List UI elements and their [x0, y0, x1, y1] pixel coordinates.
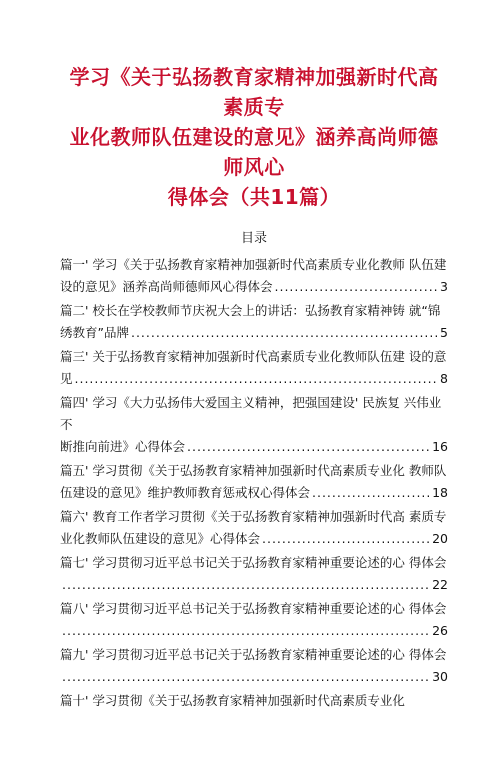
toc-leader-row: [60, 322, 448, 344]
toc-leader-row: [60, 368, 448, 390]
toc-item-text: 篇六' 教育工作者学习贯彻《关于弘扬教育家精神加强新时代高 素质专: [60, 509, 447, 524]
toc-item-8[interactable]: [60, 598, 448, 642]
toc-item-2[interactable]: [60, 300, 448, 344]
toc-page-number: 18: [432, 485, 448, 500]
dot-leader: [262, 528, 430, 550]
dot-leader: [312, 482, 430, 504]
toc-page-number: 8: [440, 371, 448, 386]
toc-item-1[interactable]: [60, 254, 448, 298]
table-of-contents: [60, 254, 448, 712]
toc-page-number: 22: [432, 577, 448, 592]
toc-item-text: 篇八' 学习贯彻习近平总书记关于弘扬教育家精神重要论述的心 得体会: [60, 601, 447, 616]
title-line: 学习《关于弘扬教育家精神加强新时代高素质专: [69, 65, 439, 119]
toc-item-text: 篇二' 校长在学校教师节庆祝大会上的讲话：弘扬教育家精神铸 就“锦: [60, 303, 441, 318]
toc-item-text: 篇一' 学习《关于弘扬教育家精神加强新时代高素质专业化教师 队伍建: [60, 257, 447, 272]
title-line: 业化教师队伍建设的意见》涵养高尚师德师风心: [69, 125, 439, 179]
toc-item-7[interactable]: [60, 552, 448, 596]
toc-item-4[interactable]: [60, 392, 448, 458]
toc-item-3[interactable]: [60, 346, 448, 390]
toc-item-9[interactable]: [60, 644, 448, 688]
toc-page-number: 30: [432, 669, 448, 684]
toc-page-number: 5: [440, 325, 448, 340]
toc-item-tail: 业化教师队伍建设的意见》心得体会: [60, 531, 261, 546]
toc-leader-row: [60, 574, 448, 596]
dot-leader: [62, 666, 430, 688]
toc-item-text: 篇十' 学习贯彻《关于弘扬教育家精神加强新时代高素质专业化: [60, 693, 405, 708]
toc-leader-row: [60, 276, 448, 298]
document-page: [0, 62, 500, 769]
toc-item-tail: 伍建设的意见》维护教师教育惩戒权心得体会: [60, 485, 311, 500]
toc-item-tail: 设的意见》涵养高尚师德师风心得体会: [60, 279, 273, 294]
toc-page-number: 26: [432, 623, 448, 638]
toc-leader-row: [60, 620, 448, 642]
dot-leader: [75, 368, 439, 390]
toc-leader-row: [60, 666, 448, 688]
toc-leader-row: [60, 482, 448, 504]
toc-item-tail: 绣教育”品牌: [60, 325, 129, 340]
toc-page-number: 16: [432, 439, 448, 454]
document-title: [60, 62, 448, 212]
toc-heading: 目录: [240, 231, 267, 246]
dot-leader: [187, 436, 430, 458]
toc-page-number: 20: [432, 531, 448, 546]
dot-leader: [131, 322, 438, 344]
dot-leader: [62, 574, 430, 596]
toc-item-tail: 见: [60, 371, 73, 386]
toc-item-text: 篇三' 关于弘扬教育家精神加强新时代高素质专业化教师队伍建 设的意: [60, 349, 447, 364]
toc-item-text: 篇五' 学习贯彻《关于弘扬教育家精神加强新时代高素质专业化 教师队: [60, 463, 447, 478]
toc-item-5[interactable]: [60, 460, 448, 504]
toc-item-text: 篇四' 学习《大力弘扬伟大爱国主义精神，把强国建设' 民族复 兴伟业不: [60, 395, 442, 432]
toc-item-text: 篇七' 学习贯彻习近平总书记关于弘扬教育家精神重要论述的心 得体会: [60, 555, 447, 570]
dot-leader: [62, 620, 430, 642]
dot-leader: [275, 276, 439, 298]
toc-item-10[interactable]: [60, 690, 448, 712]
title-line: 得体会（共11篇）: [167, 185, 341, 209]
toc-item-tail: 断推向前进》心得体会: [60, 439, 186, 454]
toc-leader-row: [60, 436, 448, 458]
toc-item-text: 篇九' 学习贯彻习近平总书记关于弘扬教育家精神重要论述的心 得体会: [60, 647, 447, 662]
toc-page-number: 3: [440, 279, 448, 294]
toc-leader-row: [60, 528, 448, 550]
toc-item-6[interactable]: [60, 506, 448, 550]
